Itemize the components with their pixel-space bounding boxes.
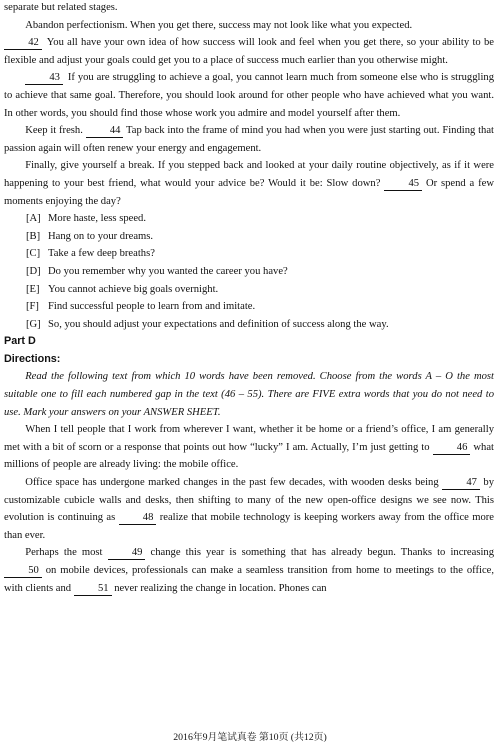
answer-sheet-label: ANSWER SHEET. <box>143 406 221 418</box>
blank-46: 46 <box>433 441 471 455</box>
option-text: Do you remember why you wanted the career you have? <box>48 265 288 277</box>
blank-47: 47 <box>442 476 480 490</box>
option-letter: [C] <box>26 248 41 260</box>
paragraph-text: change this year is something that has already begun. Thanks to increasing <box>150 547 494 559</box>
paragraph-text: If you are struggling to achieve a goal, you cannot learn much from someone else who is struggling to achieve that same goal. Therefore, you should look around for other people who have achieved what you want. In other words, you should find those whose work you admire and model yourself after them. <box>4 72 494 119</box>
blank-51: 51 <box>74 582 112 596</box>
directions-label: Directions: <box>4 352 61 365</box>
paragraph-perfectionism <box>4 17 494 70</box>
paragraph-text: Finally, give yourself a break. If you stepped back and looked at your daily routine objectively, as if it were happening to your best friend, what would your advice be? Would it be: Slow down? <box>4 160 494 189</box>
option-text: Hang on to your dreams. <box>48 230 154 242</box>
option-letter: [A] <box>26 213 41 225</box>
paragraph-text: Abandon perfectionism. When you get there, success may not look like what you expected. <box>25 19 413 31</box>
paragraph-text: Perhaps the most <box>25 547 103 559</box>
paragraph-text: Tap back into the frame of mind you had when you were just starting out. Finding that passion again will often renew your energy and engagement. <box>4 125 494 154</box>
option-text: You cannot achieve big goals overnight. <box>48 283 219 295</box>
blank-50: 50 <box>4 564 42 578</box>
option-letter: [B] <box>26 230 41 242</box>
blank-45: 45 <box>384 177 422 191</box>
paragraph-text: Keep it fresh. <box>25 125 83 137</box>
option-c <box>4 245 494 263</box>
paragraph-d1 <box>4 421 494 474</box>
option-d <box>4 263 494 281</box>
paragraph-text: Office space has undergone marked changes in the past few decades, with wooden desks being <box>25 477 439 489</box>
blank-44: 44 <box>86 124 124 138</box>
paragraph-text: You all have your own idea of how success will look and feel when you get there, so your ability to be flexible and adjust your goals could get you to a place of success much earlier than you otherwise might. <box>4 37 494 66</box>
option-text: So, you should adjust your expectations and definition of success along the way. <box>48 318 389 330</box>
paragraph-intro-tail: separate but related stages. <box>4 2 118 13</box>
paragraph-keep-fresh <box>4 122 494 157</box>
paragraph-text: never realizing the change in location. Phones can <box>114 582 327 594</box>
paragraph-43 <box>4 69 494 122</box>
document-body <box>4 0 494 597</box>
paragraph-text: on mobile devices, professionals can make a seamless transition from home to meetings to the office, with clients and <box>4 565 494 594</box>
blank-43: 43 <box>25 71 63 85</box>
paragraph-text: When I tell people that I work from wherever I want, whether it be home or a friend’s office, I am generally met with a bit of scorn or a response that points out how “lucky” I am. Actually, I’m just getting to <box>4 424 494 453</box>
option-g <box>4 316 494 334</box>
option-e <box>4 281 494 299</box>
option-a <box>4 210 494 228</box>
option-b <box>4 228 494 246</box>
option-text: Find successful people to learn from and imitate. <box>48 301 256 313</box>
blank-49: 49 <box>108 546 146 560</box>
option-letter: [E] <box>26 283 40 295</box>
option-letter: [G] <box>26 318 41 330</box>
directions-text <box>4 368 494 421</box>
paragraph-text: what millions of people are already living: the mobile office. <box>4 441 494 471</box>
paragraph-d2 <box>4 474 494 544</box>
paragraph-text: by customizable cubicle walls and desks, then shifting to many of the new open-office designs we see now. This evolution is continuing as <box>4 477 494 524</box>
option-letter: [F] <box>26 301 39 313</box>
blank-42: 42 <box>4 36 42 50</box>
option-f <box>4 298 494 316</box>
paragraph-text: Or spend a few moments enjoying the day? <box>4 177 495 207</box>
option-text: Take a few deep breaths? <box>48 248 155 260</box>
paragraph-d3 <box>4 544 494 597</box>
options-list <box>4 210 494 333</box>
directions-instructions: Read the following text from which 10 words have been removed. Choose from the words A – O the most suitable one to fill each numbered gap in the text (46 – 55). There are FIVE extra words that you do not need to use. Mark your answers on your <box>4 371 494 418</box>
paragraph-text: realize that mobile technology is keeping workers away from the office more than ever. <box>4 512 494 541</box>
page-footer: 2016年9月笔试真卷 第10页 (共12页) <box>173 732 327 743</box>
part-title: Part D <box>4 335 36 348</box>
option-letter: [D] <box>26 265 41 277</box>
blank-48: 48 <box>119 511 157 525</box>
paragraph-give-break <box>4 157 494 210</box>
option-text: More haste, less speed. <box>48 213 146 225</box>
